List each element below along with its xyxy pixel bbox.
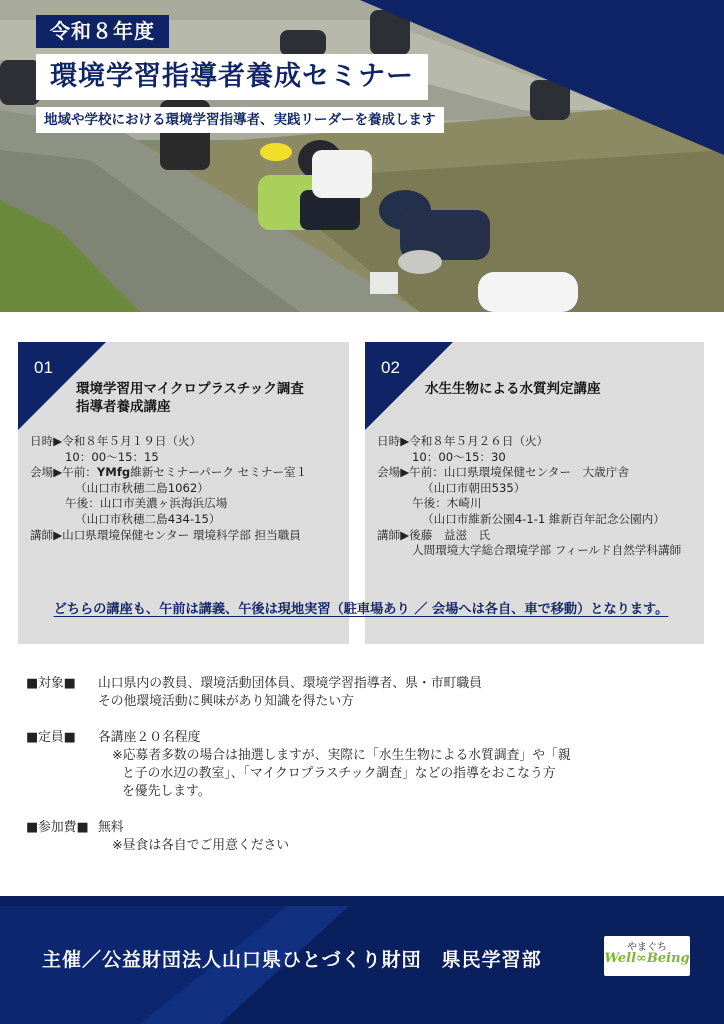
course-title — [425, 380, 601, 398]
course-number: 02 — [381, 358, 400, 377]
lecturer: 後藤 益滋 氏 — [409, 527, 491, 542]
course-title-line: 指導者養成講座 — [76, 399, 171, 415]
fee-section — [26, 819, 571, 855]
venue-label: 会場▶ — [30, 465, 63, 480]
lecturer: 山口県環境保健センター 環境科学部 担当職員 — [62, 527, 301, 542]
venue-am-prefix: 午前： — [62, 465, 97, 480]
capacity-value: 各講座２０名程度 — [98, 730, 201, 745]
fee-note: ※昼食は各自でご用意ください — [112, 838, 290, 853]
course-details — [30, 434, 307, 543]
venue-pm-address: （山口市維新公園4-1-1 維新百年記念公園内） — [422, 511, 665, 526]
venue-pm: 午後：木崎川 — [412, 496, 482, 511]
venue-brand: YMfg — [96, 465, 131, 480]
event-info — [26, 675, 571, 873]
lecturer-label: 講師▶ — [377, 527, 410, 542]
venue-am-address: （山口市朝田535） — [422, 480, 526, 495]
fiscal-year-badge: 令和８年度 — [36, 15, 169, 48]
page-title: 環境学習指導者養成セミナー — [36, 54, 428, 100]
fee-value: 無料 — [98, 820, 124, 835]
venue-am-address: （山口市秋穂二島1062） — [75, 480, 209, 495]
common-note: どちらの講座も、午前は講義、午後は現地実習（駐車場あり ／ 会場へは各自、車で移動）となります。 — [53, 602, 669, 617]
course-cards — [18, 342, 704, 644]
date-label: 日時▶ — [30, 434, 63, 448]
organizer: 主催／公益財団法人山口県ひとづくり財団 県民学習部 — [42, 949, 542, 971]
capacity-section — [26, 729, 571, 801]
date-label: 日時▶ — [377, 434, 410, 448]
course-time: 10：00～15：30 — [412, 449, 506, 464]
course-title-line: 環境学習用マイクロプラスチック調査 — [76, 381, 304, 397]
logo-main-text: Well∞Being — [604, 951, 690, 966]
course-time: 10：00～15：15 — [65, 449, 159, 464]
target-line: 山口県内の教員、環境活動団体員、環境学習指導者、県・市町職員 — [98, 676, 482, 691]
page-subtitle: 地域や学校における環境学習指導者、実践リーダーを養成します — [36, 107, 444, 133]
venue-am: 維新セミナーパーク セミナー室１ — [130, 465, 308, 480]
venue-am: 午前：山口県環境保健センター 大歳庁舎 — [409, 465, 629, 480]
fee-label: ■参加費■ — [26, 820, 89, 835]
venue-pm: 午後：山口市美濃ヶ浜海浜広場 — [65, 496, 228, 511]
capacity-note: を優先します。 — [122, 784, 211, 799]
course-title-line: 水生生物による水質判定講座 — [425, 381, 601, 397]
capacity-note: と子の水辺の教室」、「マイクロプラスチック調査」などの指導をおこなう方 — [122, 766, 556, 781]
target-label: ■対象■ — [26, 676, 76, 691]
logo-top-text: やまぐち — [627, 942, 667, 953]
course-details — [377, 434, 681, 559]
course-date: 令和８年５月１９日（火） — [62, 434, 202, 448]
hero-banner — [0, 0, 724, 312]
footer — [0, 896, 724, 1024]
venue-label: 会場▶ — [377, 465, 410, 480]
course-date: 令和８年５月２６日（火） — [409, 434, 549, 448]
capacity-note: ※応募者多数の場合は抽選しますが、実際に「水生生物による水質調査」や「親 — [112, 748, 571, 763]
course-title — [76, 380, 304, 416]
target-line: その他環境活動に興味があり知識を得たい方 — [98, 694, 354, 709]
target-section — [26, 675, 571, 711]
capacity-label: ■定員■ — [26, 730, 76, 745]
lecturer-label: 講師▶ — [30, 527, 63, 542]
lecturer-affiliation: 人間環境大学総合環境学部 フィールド自然学科講師 — [412, 543, 682, 558]
course-number: 01 — [34, 358, 53, 377]
wellbeing-logo — [604, 936, 690, 976]
venue-pm-address: （山口市秋穂二島434-15） — [75, 511, 221, 526]
